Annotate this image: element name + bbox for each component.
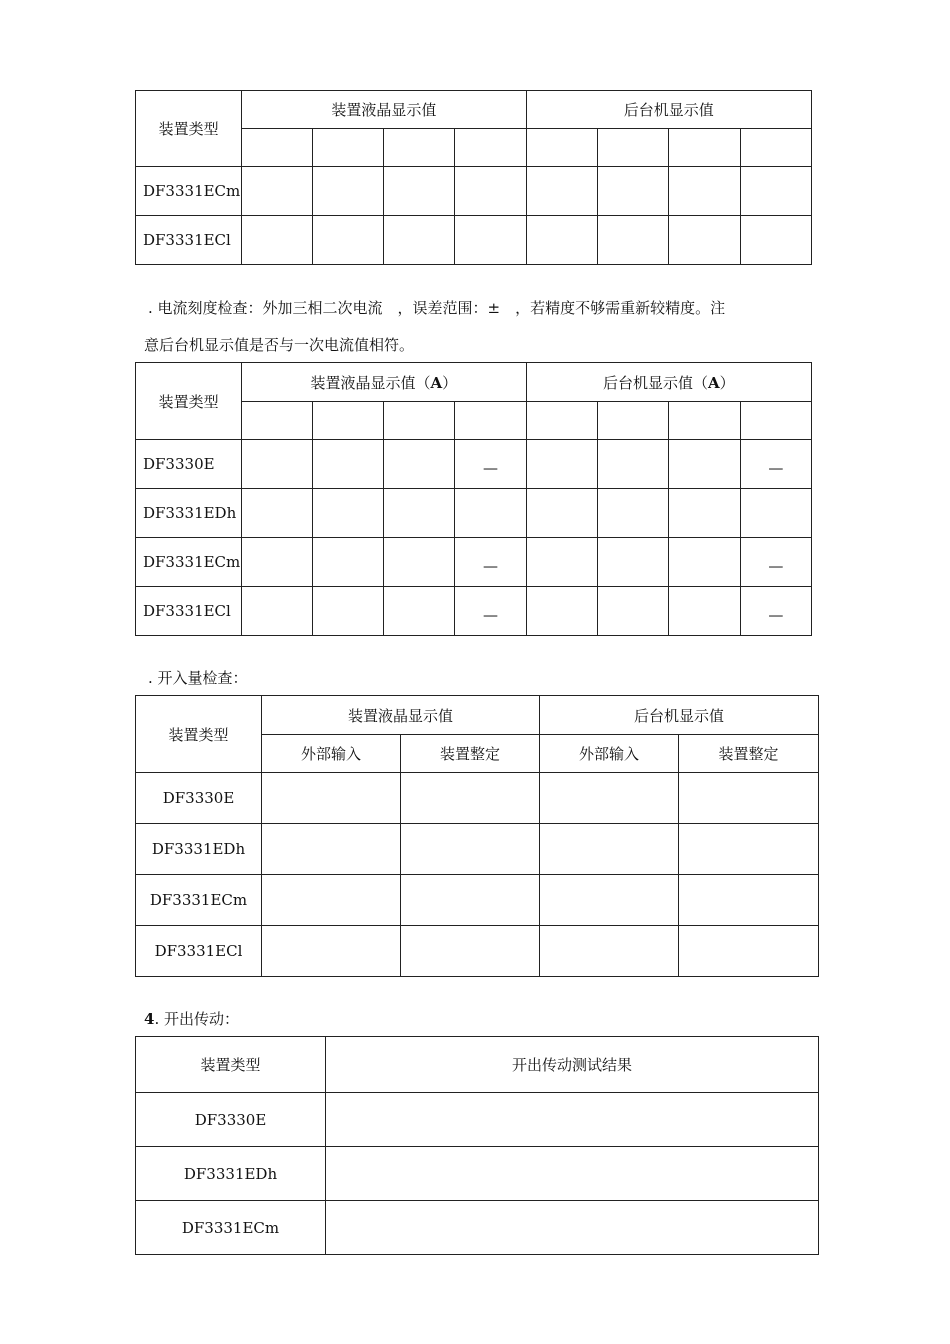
cell: [242, 402, 313, 440]
cell: [679, 773, 819, 824]
table-row: [136, 167, 812, 216]
cell: [668, 216, 740, 265]
cell: [740, 402, 811, 440]
cell: [401, 926, 540, 977]
cell: [668, 587, 740, 636]
cell: [740, 489, 811, 538]
cell: [384, 489, 455, 538]
cell: [740, 216, 811, 265]
device-name: DF3331ECl: [136, 926, 262, 977]
cell: [526, 489, 597, 538]
table-row: [136, 489, 812, 538]
cell: [313, 440, 384, 489]
cell: [242, 440, 313, 489]
output-check-title: 4. 开出传动：: [144, 1010, 239, 1028]
current-check-line2: 意后台机显示值是否与一次电流值相符。: [144, 336, 415, 354]
dash-cell: —: [740, 587, 811, 636]
cell: [242, 167, 313, 216]
subheader-external-input: 外部输入: [540, 735, 679, 773]
device-name: DF3331ECm: [136, 1201, 326, 1255]
table-row: [136, 216, 812, 265]
header-device-type: 装置类型: [136, 696, 262, 773]
cell: [679, 926, 819, 977]
table-row: [136, 1201, 819, 1255]
cell: [526, 538, 597, 587]
header-device-type: 装置类型: [136, 363, 242, 440]
cell: [668, 167, 740, 216]
header-backend-value: 后台机显示值（A）: [526, 363, 811, 402]
cell: [540, 926, 679, 977]
table-row: [136, 773, 819, 824]
table-output-check: [135, 1036, 819, 1255]
cell: [401, 875, 540, 926]
subheader-device-setting: 装置整定: [679, 735, 819, 773]
device-name: DF3331ECm: [136, 538, 242, 587]
table-input-check: [135, 695, 819, 977]
cell: [313, 402, 384, 440]
cell: [384, 216, 455, 265]
cell: [455, 489, 526, 538]
cell: [597, 440, 668, 489]
cell: [401, 773, 540, 824]
cell: [540, 824, 679, 875]
dash-cell: —: [455, 440, 526, 489]
cell: [597, 167, 668, 216]
cell: [597, 587, 668, 636]
cell: [262, 773, 401, 824]
cell: [679, 824, 819, 875]
cell: [668, 402, 740, 440]
header-lcd-value: 装置液晶显示值: [242, 91, 526, 129]
cell: [384, 587, 455, 636]
cell: [384, 167, 455, 216]
cell: [326, 1093, 819, 1147]
cell: [597, 489, 668, 538]
cell: [668, 489, 740, 538]
cell: [526, 216, 597, 265]
cell: [597, 402, 668, 440]
device-name: DF3330E: [136, 773, 262, 824]
cell: [401, 824, 540, 875]
cell: [313, 167, 384, 216]
table-row: [136, 926, 819, 977]
cell: [313, 216, 384, 265]
cell: [679, 875, 819, 926]
device-name: DF3330E: [136, 440, 242, 489]
device-name: DF3331ECl: [136, 216, 242, 265]
header-lcd-value: 装置液晶显示值: [262, 696, 540, 735]
cell: [740, 167, 811, 216]
cell: [242, 538, 313, 587]
cell: [326, 1147, 819, 1201]
cell: [668, 129, 740, 167]
cell: [313, 129, 384, 167]
table-row: [136, 875, 819, 926]
cell: [384, 129, 455, 167]
device-name: DF3331ECl: [136, 587, 242, 636]
device-name: DF3331EDh: [136, 1147, 326, 1201]
cell: [740, 129, 811, 167]
device-name: DF3331ECm: [136, 875, 262, 926]
table-row: [136, 440, 812, 489]
cell: [384, 538, 455, 587]
device-name: DF3331EDh: [136, 489, 242, 538]
cell: [668, 440, 740, 489]
cell: [455, 216, 526, 265]
header-lcd-value: 装置液晶显示值（A）: [242, 363, 526, 402]
device-name: DF3330E: [136, 1093, 326, 1147]
cell: [326, 1201, 819, 1255]
cell: [384, 402, 455, 440]
cell: [313, 538, 384, 587]
cell: [384, 440, 455, 489]
cell: [313, 489, 384, 538]
cell: [540, 875, 679, 926]
subheader-device-setting: 装置整定: [401, 735, 540, 773]
current-check-line1: . 电流刻度检查：外加三相二次电流 ，误差范围：± ，若精度不够需重新较精度。注: [148, 299, 726, 317]
table-row: [136, 1147, 819, 1201]
cell: [242, 489, 313, 538]
cell: [597, 216, 668, 265]
cell: [526, 587, 597, 636]
header-device-type: 装置类型: [136, 91, 242, 167]
dash-cell: —: [740, 440, 811, 489]
cell: [455, 167, 526, 216]
cell: [455, 402, 526, 440]
header-backend-value: 后台机显示值: [526, 91, 811, 129]
table-row: [136, 538, 812, 587]
header-device-type: 装置类型: [136, 1037, 326, 1093]
cell: [242, 587, 313, 636]
cell: [262, 824, 401, 875]
dash-cell: —: [455, 538, 526, 587]
cell: [526, 167, 597, 216]
table-display-check: [135, 90, 812, 265]
cell: [597, 538, 668, 587]
device-name: DF3331EDh: [136, 824, 262, 875]
table-row: [136, 587, 812, 636]
table-row: [136, 1093, 819, 1147]
header-output-result: 开出传动测试结果: [326, 1037, 819, 1093]
table-row: [136, 824, 819, 875]
input-check-title: . 开入量检查：: [148, 669, 248, 687]
dash-cell: —: [740, 538, 811, 587]
cell: [242, 216, 313, 265]
cell: [526, 440, 597, 489]
cell: [242, 129, 313, 167]
cell: [597, 129, 668, 167]
dash-cell: —: [455, 587, 526, 636]
cell: [668, 538, 740, 587]
cell: [262, 926, 401, 977]
cell: [262, 875, 401, 926]
cell: [526, 129, 597, 167]
cell: [313, 587, 384, 636]
table-current-check: [135, 362, 812, 636]
subheader-external-input: 外部输入: [262, 735, 401, 773]
cell: [540, 773, 679, 824]
cell: [455, 129, 526, 167]
device-name: DF3331ECm: [136, 167, 242, 216]
cell: [526, 402, 597, 440]
header-backend-value: 后台机显示值: [540, 696, 819, 735]
